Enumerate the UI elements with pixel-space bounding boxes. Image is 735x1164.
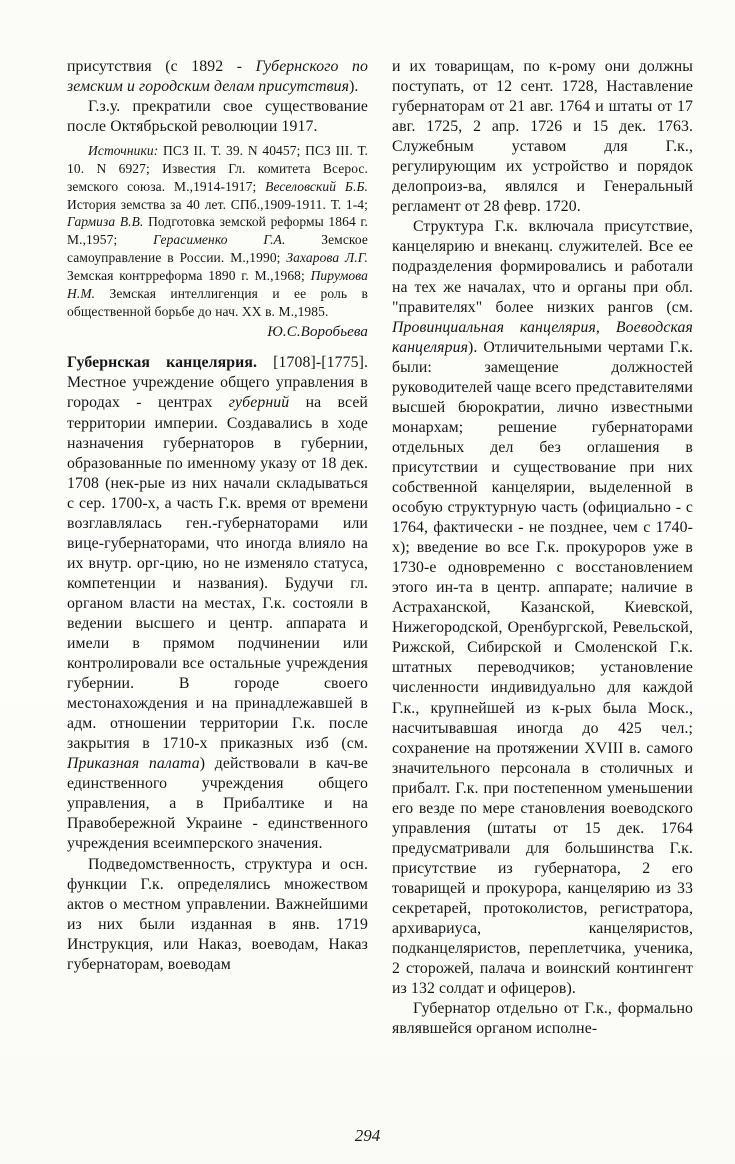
- text-segment: Герасименко Г.А.: [153, 232, 286, 248]
- text-segment: Губернская канцелярия.: [67, 354, 258, 372]
- text-segment: губерний: [228, 394, 290, 412]
- text-segment: Провинциальная канцелярия, Воеводская канцелярия: [392, 318, 693, 356]
- paragraph-gubernator: [392, 999, 693, 1039]
- text-segment: Структура Г.к. включала присутствие, канцелярию и внеканц. служителей. Все ее подразделения формировались и работали на тех же началах, что и органы при обл. "правителях" более низких рангов (см.: [392, 218, 693, 316]
- text-segment: Ю.С.Воробьева: [267, 324, 368, 341]
- text-segment: Гармиза В.В.: [67, 214, 144, 230]
- text-segment: Подведомственность, структура и осн. функции Г.к. определялись множеством актов о местном управлении. Важнейшими из них были изданная в янв. 1719 Инструкция, или Наказ, воеводам, Наказ губернаторам, воеводам: [67, 855, 368, 973]
- text-segment: присутствия (с 1892 -: [67, 58, 256, 75]
- text-segment: Губернского по земским и городским делам присутствия: [67, 58, 368, 96]
- paragraph-gzu-end: [67, 97, 368, 137]
- text-segment: и их товарищам, по к-рому они должны поступать, от 12 сент. 1728, Наставление губернаторам от 21 авг. 1764 и штаты от 17 авг. 1725, 2 апр. 1726 и 15 дек. 1763. Служебным уставом для Г.к., регулирующим их устройство и порядок делопроиз-ва, являлся и Генеральный регламент от 28 февр. 1720.: [392, 58, 693, 216]
- text-segment: Пирумова Н.М.: [67, 267, 368, 301]
- text-segment: Источники:: [88, 143, 159, 159]
- paragraph-podvedomstvennost: [67, 855, 368, 975]
- left-column: [67, 57, 368, 1039]
- right-column: [392, 57, 693, 1039]
- text-segment: Захарова Л.Г.: [286, 250, 369, 266]
- text-segment: Земское самоуправление в России. М.,1990;: [67, 232, 369, 266]
- text-segment: Губернатор отдельно от Г.к., формально являвшейся органом исполне-: [392, 1000, 693, 1038]
- paragraph-struktura: [392, 217, 693, 999]
- text-segment: Земская интеллигенция и ее роль в общественной борьбе до нач. XX в. М.,1985.: [67, 285, 368, 319]
- author-byline: [67, 323, 368, 342]
- text-segment: ). Отличительными чертами Г.к. были: замещение должностей руководителей чаще всего представителями высшей бюрократии, лично известными монархам; решение губернаторами отдельных дел без оглашения в присутствии и существование при них собственной канцелярии, выделенной в особую структурную часть (официально - с 1764, фактически - не позднее, чем с 1740-х); введение во все Г.к. прокуроров уже в 1730-е одновременно с восстановлением этого ин-та в центр. аппарате; наличие в Астраханской, Казанской, Киевской, Нижегородской, Оренбургской, Ревельской, Рижской, Сибирской и Смоленской Г.к. штатных переводчиков; установление численности индивидуально для каждой Г.к., крупнейшей из к-рых была Моск., насчитывавшая иногда до 425 чел.; сохранение на протяжении XVIII в. самого значительного персонала в столичных и прибалт. Г.к. при постепенном уменьшении его везде по мере становления воеводского управления (штаты от 15 дек. 1764 предусматривали для большинства Г.к. присутствие из губернатора, 2 его товарищей и прокурора, канцелярию из 33 секретарей, протоколистов, регистратора, архивариуса, канцеляристов, подканцеляристов, переплетчика, ученика, 2 сторожей, палача и воинский контингент из 132 солдат и офицеров).: [392, 338, 693, 998]
- text-segment: на всей территории империи. Создавались в ходе назначения губернаторов в губернии, образованные по именному указу от 18 дек. 1708 (нек-рые из них начали складываться с сер. 1700-х, а часть Г.к. время от времени возглавлялась ген.-губернаторами или вице-губернаторами, что иногда влияло на их внутр. орг-цию, но не изменяло статуса, компетенции и названия). Будучи гл. органом власти на местах, Г.к. состояли в ведении высшего и центр. аппарата и имели в прямом подчинении или контролировали все остальные учреждения губернии. В городе своего местонахождения и на принадлежавшей в адм. отношении территории Г.к. после закрытия в 1710-х приказных изб (см.: [67, 394, 368, 753]
- text-segment: Земская контрреформа 1890 г. М.,1968;: [67, 267, 311, 283]
- text-segment: Веселовский Б.Б.: [265, 178, 368, 194]
- text-segment: Подготовка земской реформы 1864 г. М.,1957;: [67, 214, 368, 248]
- text-segment: Г.з.у. прекратили свое существование после Октябрьской революции 1917.: [67, 98, 368, 136]
- page-number: 294: [354, 1126, 381, 1145]
- text-segment: [1708]-[1775]. Местное учреждение общего управления в городах - центрах: [67, 354, 369, 412]
- text-segment: Приказная палата: [67, 755, 200, 773]
- text-segment: ) действовали в кач-ве единственного учреждения общего управления, а в Прибалтике и на Правобережной Украине - единственного учреждения всеимперского значения.: [67, 755, 368, 853]
- text-segment: История земства за 40 лет. СПб.,1909-1911. Т. 1-4;: [67, 196, 368, 212]
- continued-paragraph-acts: [392, 57, 693, 217]
- text-segment: ПСЗ II. Т. 39. N 40457; ПСЗ III. Т. 10. N 6927; Известия Гл. комитета Всерос. земского союза. М.,1914-1917;: [67, 143, 368, 194]
- text-columns: [67, 57, 693, 1039]
- sources-paragraph: [67, 142, 368, 320]
- continued-paragraph-gzu: [67, 57, 368, 97]
- text-segment: ).: [349, 78, 359, 96]
- entry-gubernskaya-kantselyariya: [67, 353, 368, 854]
